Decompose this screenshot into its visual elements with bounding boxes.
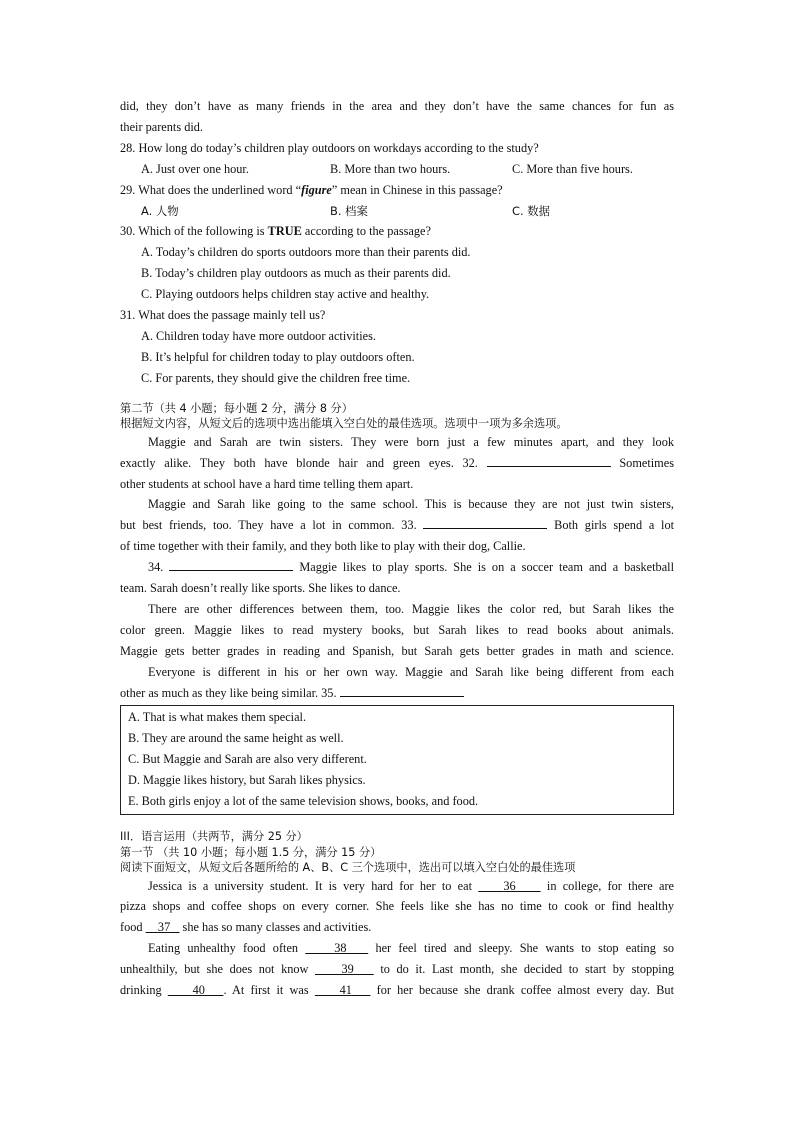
choice-e: E. Both girls enjoy a lot of the same television shows, books, and food. <box>128 794 479 809</box>
passage-text-line: Maggie and Sarah are twin sisters. They were born just a few minutes apart, and they look <box>148 434 674 449</box>
passage-text-line: food 37 she has so many classes and activities. <box>120 920 372 935</box>
answer-blank-35[interactable] <box>340 683 464 697</box>
answer-blank-36[interactable]: 36 <box>503 878 516 893</box>
choices-box <box>120 705 674 815</box>
question-31-option-c: C. For parents, they should give the children free time. <box>141 370 411 385</box>
question-30-option-c: C. Playing outdoors helps children stay active and healthy. <box>141 287 430 302</box>
passage-text-line: drinking 40 . At first it was 41 for her because she drank coffee almost every day. But <box>120 983 674 998</box>
passage-text-line: unhealthily, but she does not know 39 to do it. Last month, she decided to start by stopping <box>120 962 675 977</box>
passage-text-line: their parents did. <box>120 119 203 134</box>
section-heading: 第二节（共 4 小题；每小题 2 分，满分 8 分） <box>120 401 353 415</box>
exam-page <box>120 96 674 1001</box>
choice-d: D. Maggie likes history, but Sarah likes physics. <box>128 773 366 788</box>
answer-blank-32[interactable] <box>487 453 611 467</box>
answer-blank-41[interactable]: 41 <box>339 983 352 998</box>
passage-text-line: Jessica is a university student. It is very hard for her to eat 36 in college, for there are <box>148 878 674 893</box>
passage-text-line: exactly alike. They both have blonde hair and green eyes. 32. Sometimes <box>120 453 674 474</box>
option-a: A. Just over one hour. <box>141 161 249 176</box>
passage-text-line: Maggie gets better grades in reading and Spanish, but Sarah gets better grades in math and science. <box>120 643 674 658</box>
underlined-word: figure <box>301 182 332 197</box>
option-b: B. 档案 <box>330 203 368 218</box>
choice-a: A. That is what makes them special. <box>128 710 307 725</box>
answer-blank-34[interactable] <box>169 557 293 571</box>
question-31-option-b: B. It’s helpful for children today to play outdoors often. <box>141 349 415 364</box>
choice-c: C. But Maggie and Sarah are also very different. <box>128 752 367 767</box>
question-28-stem: 28. How long do today’s children play outdoors on workdays according to the study? <box>120 140 539 155</box>
option-a: A. 人物 <box>141 203 179 218</box>
passage-text-line: Everyone is different in his or her own way. Maggie and Sarah like being different from each <box>148 664 674 679</box>
question-28-options <box>120 159 674 180</box>
answer-blank-40[interactable]: 40 <box>192 983 205 998</box>
passage-text-line: other students at school have a hard time telling them apart. <box>120 476 414 491</box>
question-30-option-a: A. Today’s children do sports outdoors more than their parents did. <box>141 245 471 260</box>
passage-text-line: There are other differences between them, too. Maggie likes the color red, but Sarah likes the <box>148 601 674 616</box>
answer-blank-33[interactable] <box>423 515 547 529</box>
option-c: C. More than five hours. <box>512 161 633 176</box>
option-b: B. More than two hours. <box>330 161 451 176</box>
answer-blank-37[interactable]: 37 <box>157 920 171 935</box>
passage-text-line: Eating unhealthy food often 38 her feel tired and sleepy. She wants to stop eating so <box>148 941 675 956</box>
question-30-stem: 30. Which of the following is TRUE according to the passage? <box>120 224 431 239</box>
question-30-option-b: B. Today’s children play outdoors as much as their parents did. <box>141 266 451 281</box>
passage-text-line: Maggie and Sarah like going to the same school. This is because they are not just twin sisters, <box>148 497 674 512</box>
passage-text-line: team. Sarah doesn’t really like sports. She likes to dance. <box>120 581 401 596</box>
passage-text-line: other as much as they like being similar. 35. <box>120 683 674 704</box>
answer-blank-38[interactable]: 38 <box>334 941 347 956</box>
part-heading: III．语言运用（共两节，满分 25 分） <box>120 830 308 843</box>
answer-blank-39[interactable]: 39 <box>341 962 354 977</box>
question-29-stem: 29. What does the underlined word “figure” mean in Chinese in this passage? <box>120 182 503 197</box>
question-31-stem: 31. What does the passage mainly tell us? <box>120 308 326 323</box>
section-instruction: 阅读下面短文，从短文后各题所给的 A、B、C 三个选项中，选出可以填入空白处的最佳选项 <box>120 861 576 874</box>
section-instruction: 根据短文内容，从短文后的选项中选出能填入空白处的最佳选项。选项中一项为多余选项。 <box>120 417 568 431</box>
passage-text-line: but best friends, too. They have a lot in common. 33. Both girls spend a lot <box>120 515 674 536</box>
option-c: C. 数据 <box>512 203 550 218</box>
choice-b: B. They are around the same height as well. <box>128 731 344 746</box>
passage-text-line: color green. Maggie likes to read mystery books, but Sarah likes to read books about animals. <box>120 622 674 637</box>
passage-text-line: pizza shops and coffee shops on every corner. She feels like she has no time to cook or find healthy <box>120 899 674 914</box>
passage-text-line: did, they don’t have as many friends in the area and they don’t have the same chances for fun as <box>120 99 674 113</box>
passage-text-line: of time together with their family, and they both like to play with their dog, Callie. <box>120 539 526 554</box>
passage-text-line: 34. Maggie likes to play sports. She is on a soccer team and a basketball <box>120 557 674 578</box>
question-29-options <box>120 201 674 222</box>
question-31-option-a: A. Children today have more outdoor activities. <box>141 328 376 343</box>
section-heading: 第一节 （共 10 小题；每小题 1.5 分，满分 15 分） <box>120 845 382 859</box>
